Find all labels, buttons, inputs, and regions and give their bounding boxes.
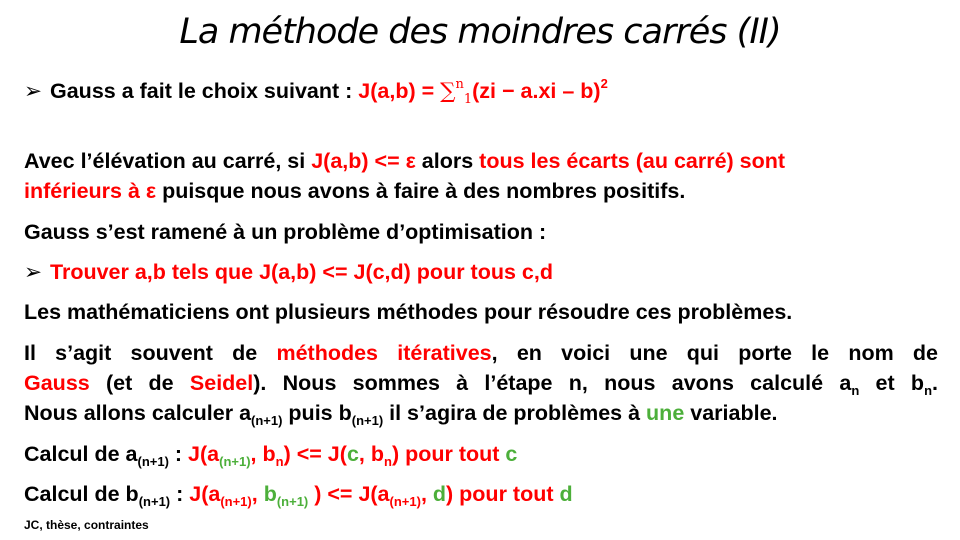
- arrow-bullet-icon: ➢: [24, 79, 43, 103]
- line-iteratives: Il s’agit souvent de méthodes itératives, en voici une qui porte le nom de: [24, 341, 939, 365]
- line-inferieurs: inférieurs à ε puisque nous avons à faire à des nombres positifs.: [24, 179, 686, 203]
- line-elevation: Avec l’élévation au carré, si J(a,b) <= ε alors tous les écarts (au carré) sont: [24, 149, 786, 173]
- line-calculer: Nous allons calculer $a_{(n+1)}$ puis $b_{(n+1)}$ il s’agira de problèmes à une variable.: [24, 401, 778, 428]
- line-gauss-seidel: Gauss (et de Seidel). Nous sommes à l’étape n, nous avons calculé $a_n$ et $b_n$.: [24, 371, 938, 398]
- line-optimisation: Gauss s’est ramené à un problème d’optimisation :: [24, 220, 547, 244]
- line-calcul-b: Calcul de $b_{(n+1)}$ : $J(a_{(n+1)}$, $b_{(n+1)}$ ) <= $J(a_{(n+1)}$, d) pour tout d: [24, 482, 573, 509]
- footer-text: JC, thèse, contraintes: [24, 518, 149, 532]
- line-trouver: ➢ Trouver a,b tels que J(a,b) <= J(c,d) pour tous c,d: [24, 260, 553, 284]
- arrow-bullet-icon: ➢: [24, 260, 43, 284]
- line-calcul-a: Calcul de $a_{(n+1)}$ : $J(a_{(n+1)}$, $b_n) <= J(c$, $b_n$) pour tout c: [24, 442, 518, 469]
- slide-title: La méthode des moindres carrés (II): [179, 12, 781, 52]
- line-gauss-choice: ➢ Gauss a fait le choix suivant : J(a,b) = ∑$^n_1$(zi − a.xi – b)$^2$: [24, 76, 608, 107]
- formula-j: J(a,b) = ∑$^n_1$(zi − a.xi – b)$^2$: [358, 76, 608, 107]
- line-mathematiciens: Les mathématiciens ont plusieurs méthodes pour résoudre ces problèmes.: [24, 300, 793, 324]
